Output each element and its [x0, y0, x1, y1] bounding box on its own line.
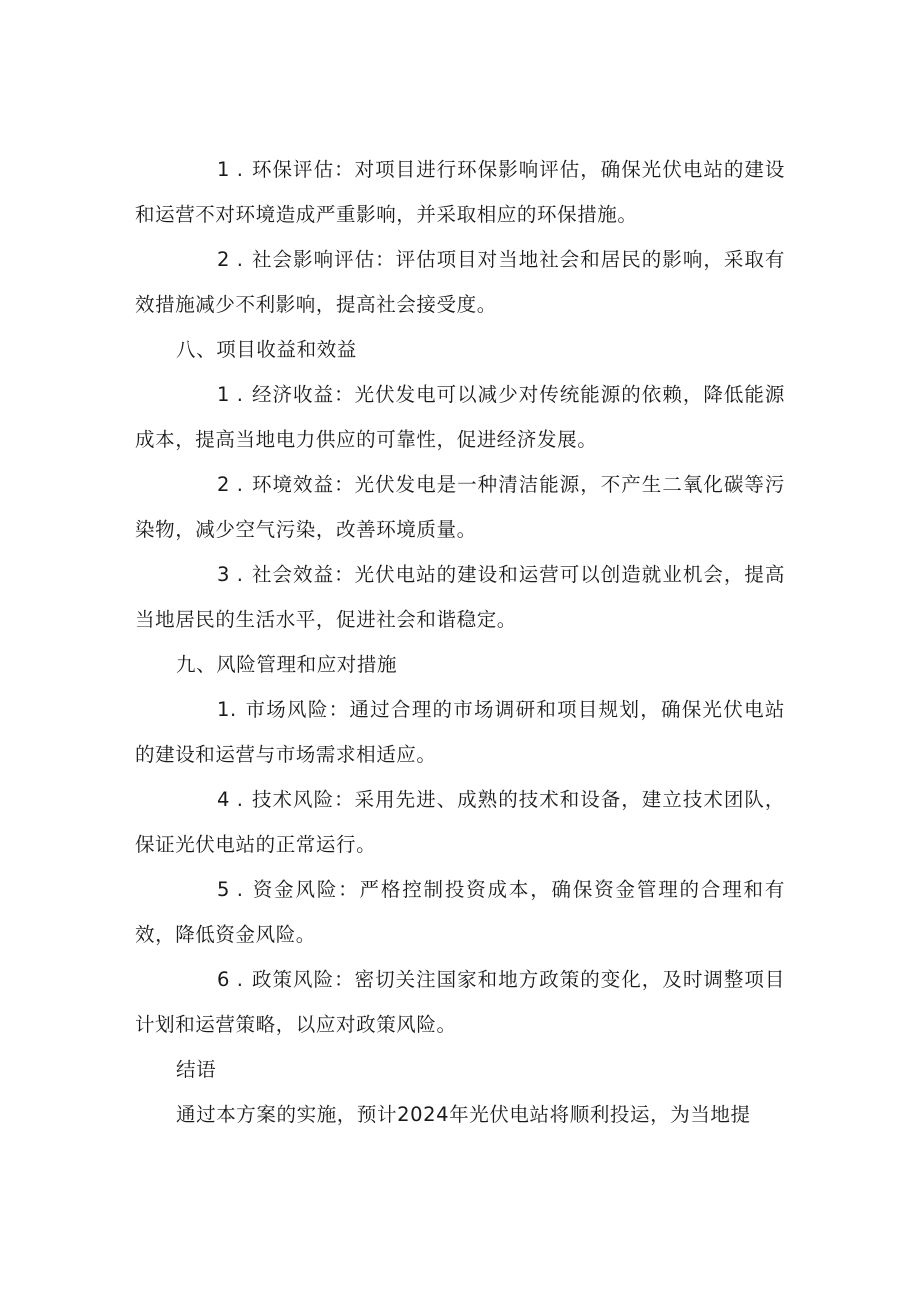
section-heading-conclusion: 结语: [176, 1058, 217, 1081]
social-impact-item: [135, 237, 785, 327]
social-benefit-item: [135, 552, 785, 642]
item-text: 技术风险：采用先进、成熟的技术和设备，建立技术团队，保证光伏电站的正常运行。: [135, 788, 785, 856]
item-text: 经济收益：光伏发电可以减少对传统能源的依赖，降低能源成本，提高当地电力供应的可靠性，促进经济发展。: [135, 383, 785, 451]
financial-risk-item: [135, 867, 785, 957]
technical-risk-item: [135, 777, 785, 867]
item-number: 1 .: [217, 383, 244, 406]
item-number: 2 .: [217, 473, 244, 496]
item-number: 5 .: [217, 878, 244, 901]
item-number: 1.: [217, 698, 237, 721]
item-number: 4 .: [217, 788, 244, 811]
market-risk-item: [135, 687, 785, 777]
conclusion-paragraph: 通过本方案的实施，预计2024年光伏电站将顺利投运，为当地提: [176, 1103, 751, 1126]
policy-risk-item: [135, 957, 785, 1047]
item-number: 2 .: [217, 248, 244, 271]
item-text: 市场风险：通过合理的市场调研和项目规划，确保光伏电站的建设和运营与市场需求相适应。: [135, 698, 785, 766]
item-number: 6 .: [217, 968, 244, 991]
item-number: 1 .: [217, 158, 244, 181]
section-heading-risk: 九、风险管理和应对措施: [176, 653, 398, 676]
item-text: 环境效益：光伏发电是一种清洁能源，不产生二氧化碳等污染物，减少空气污染，改善环境质量。: [135, 473, 785, 541]
item-text: 社会影响评估：评估项目对当地社会和居民的影响，采取有效措施减少不利影响，提高社会接受度。: [135, 248, 785, 316]
section-heading-benefits: 八、项目收益和效益: [176, 338, 357, 361]
item-number: 3 .: [217, 563, 244, 586]
env-assessment-item: [135, 147, 785, 237]
item-text: 政策风险：密切关注国家和地方政策的变化，及时调整项目计划和运营策略，以应对政策风险。: [135, 968, 785, 1036]
document-body: [135, 147, 785, 1137]
item-text: 社会效益：光伏电站的建设和运营可以创造就业机会，提高当地居民的生活水平，促进社会和谐稳定。: [135, 563, 785, 631]
item-text: 资金风险：严格控制投资成本，确保资金管理的合理和有效，降低资金风险。: [135, 878, 785, 946]
economic-benefit-item: [135, 372, 785, 462]
item-text: 环保评估：对项目进行环保影响评估，确保光伏电站的建设和运营不对环境造成严重影响，并采取相应的环保措施。: [135, 158, 785, 226]
environmental-benefit-item: [135, 462, 785, 552]
